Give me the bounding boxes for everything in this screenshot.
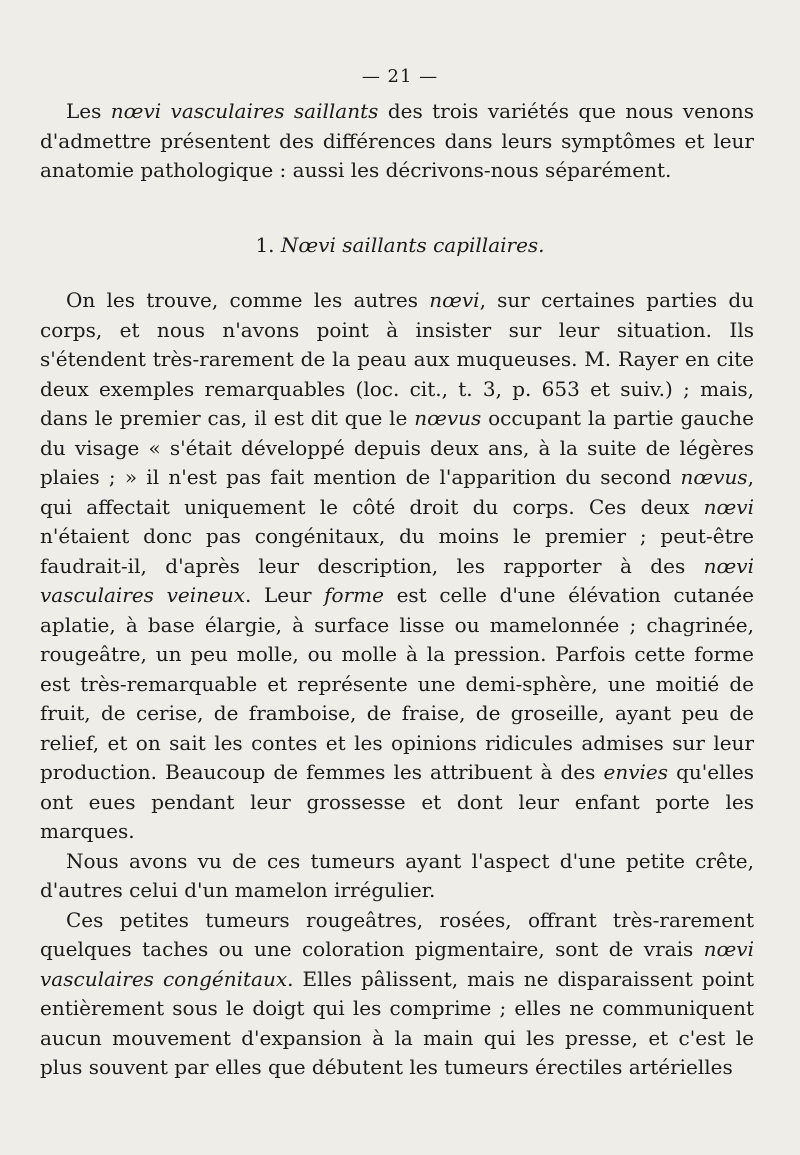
p3-emphasis-1: nœvi vasculaires congénitaux — [40, 937, 754, 991]
intro-emphasis: nœvi vasculaires saillants — [110, 99, 379, 123]
p1-text-4: , qui affectait uniquement le côté droit du corps. Ces deux — [40, 465, 754, 519]
p1-emphasis-3: nœvus — [680, 465, 748, 489]
p1-emphasis-1: nœvi — [429, 288, 480, 312]
p1-text-8: qu'elles ont eues pendant leur grossesse et dont leur enfant porte les marques. — [40, 760, 754, 843]
intro-body: des trois variétés que nous venons d'admettre présentent des différences dans leurs symptômes et leur anatomie pathologique : aussi les décrivons-nous séparément. — [40, 99, 754, 182]
section-title: Nœvi saillants capillaires. — [280, 233, 545, 257]
section-heading — [0, 233, 800, 257]
p1-emphasis-2: nœvus — [414, 406, 482, 430]
section-body — [40, 286, 754, 1083]
intro-text — [40, 97, 754, 186]
p1-text-7: est celle d'une élévation cutanée aplatie, à base élargie, à surface lisse ou mamelonnée ; chagrinée, rougeâtre, un peu molle, ou molle à la pression. Parfois cette forme est très-remarquable et représente une demi-sphère, une moitié de fruit, de cerise, de framboise, de fraise, de groseille, ayant peu de relief, et on sait les contes et les opinions ridicules admises sur leur production. Beaucoup de femmes les attribuent à des — [40, 583, 754, 784]
intro-paragraph — [40, 97, 754, 186]
p1-emphasis-6: forme — [324, 583, 384, 607]
p1-emphasis-5: nœvi vasculaires veineux — [40, 553, 754, 607]
intro-lead: Les — [66, 99, 111, 123]
paragraph-1 — [40, 286, 754, 847]
section-number: 1. — [255, 233, 275, 257]
paragraph-2 — [40, 847, 754, 906]
p1-text-3: occupant la partie gauche du visage « s'était développé depuis deux ans, à la suite de légères plaies ; » il n'est pas fait mention de l'apparition du second — [40, 406, 754, 489]
p1-text-5: n'étaient donc pas congénitaux, du moins le premier ; peut-être faudrait-il, d'après leur description, les rapporter à des — [40, 524, 754, 578]
p1-text-2: , sur certaines parties du corps, et nous n'avons point à insister sur leur situation. Ils s'étendent très-rarement de la peau aux muqueuses. M. Rayer en cite deux exemples remarquables (loc. cit., t. 3, p. 653 et suiv.) ; mais, dans le premier cas, il est dit que le — [40, 288, 755, 430]
page-number: — 21 — — [361, 66, 439, 87]
p1-text-1: On les trouve, comme les autres — [66, 288, 430, 312]
p3-text-1: Ces petites tumeurs rougeâtres, rosées, offrant très-rarement quelques taches ou une coloration pigmentaire, sont de vrais — [40, 907, 754, 961]
p2-text-1: Nous avons vu de ces tumeurs ayant l'aspect d'une petite crête, d'autres celui d'un mamelon irrégulier. — [40, 848, 754, 902]
p1-emphasis-4: nœvi — [703, 494, 754, 519]
paragraph-3 — [40, 906, 754, 1083]
p1-text-6: . Leur — [244, 583, 325, 607]
p1-emphasis-7: envies — [603, 760, 668, 784]
p3-text-2: . Elles pâlissent, mais ne disparaissent point entièrement sous le doigt qui les comprime ; elles ne communiquent aucun mouvement d'expansion à la main qui les presse, et c'est le plus souvent par elles que débutent les tumeurs érectiles artérielles — [40, 966, 754, 1079]
